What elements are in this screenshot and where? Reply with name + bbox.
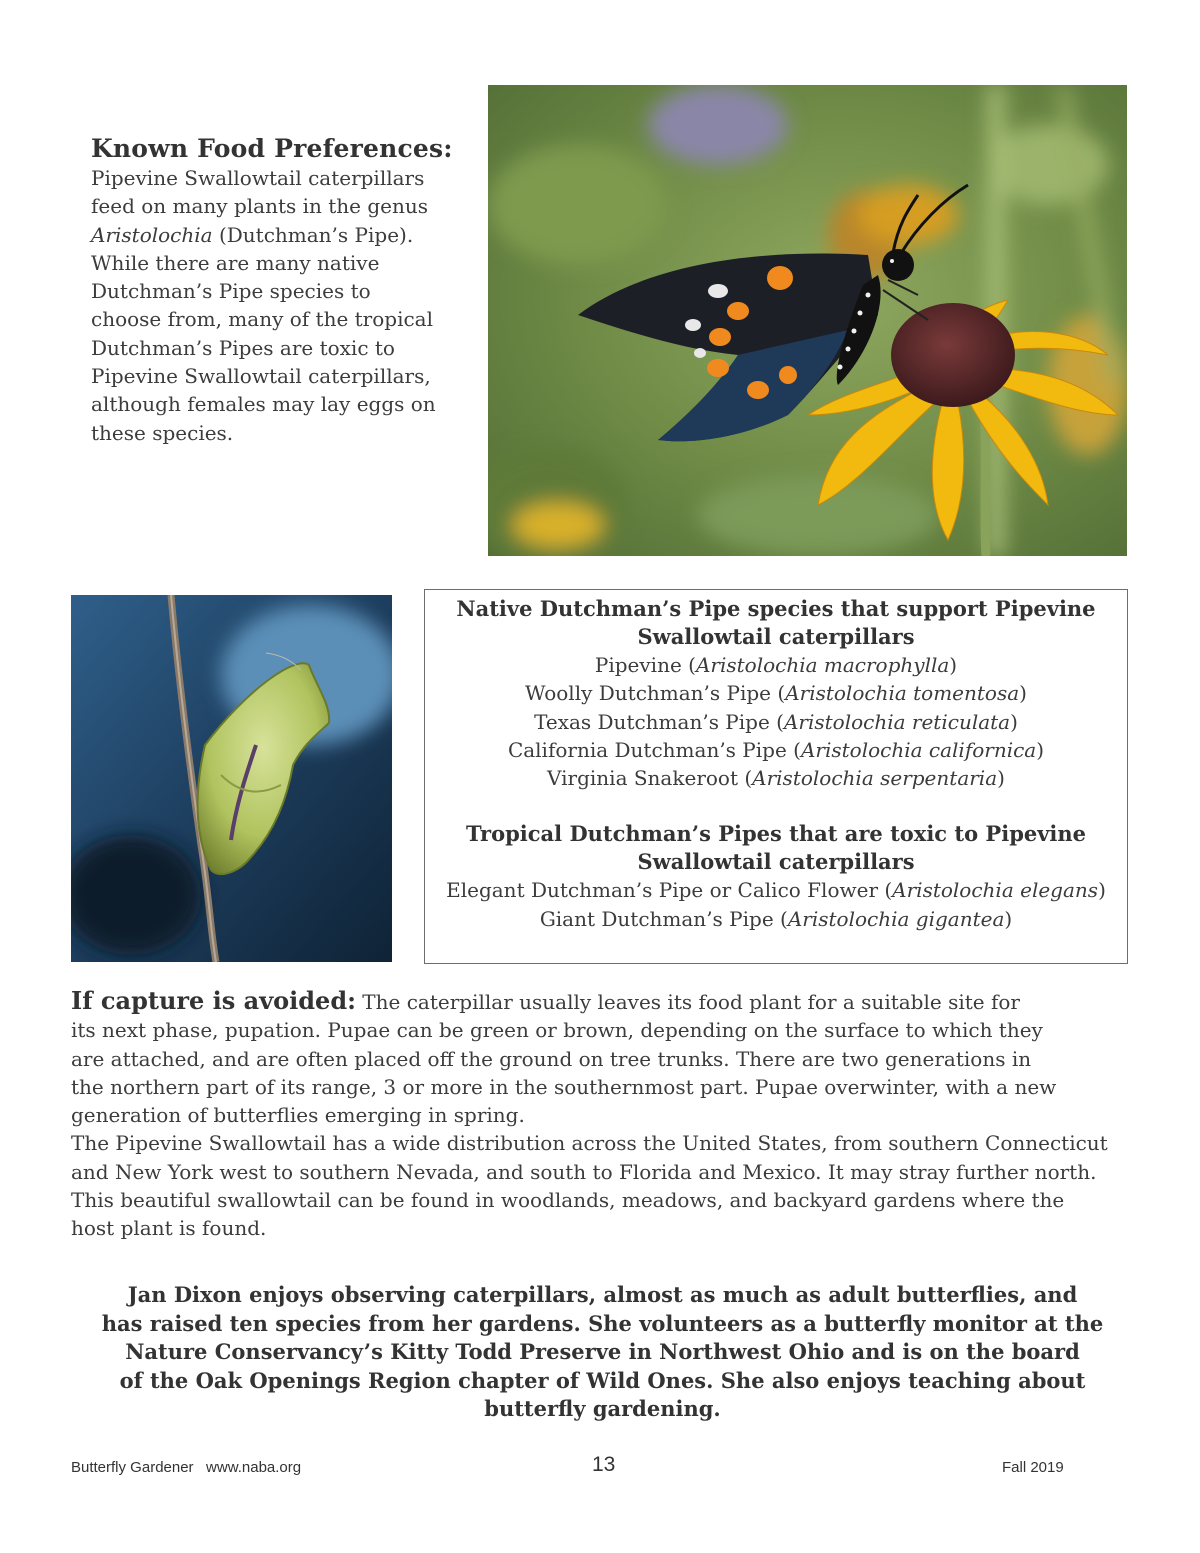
intro-line: Aristolochia (Dutchman’s Pipe). (91, 222, 414, 247)
capture-line: The Pipevine Swallowtail has a wide distribution across the United States, from southern Connecticut (71, 1131, 1108, 1156)
butterfly-on-coneflower-illustration (488, 85, 1127, 556)
species-line: Texas Dutchman’s Pipe (Aristolochia reticulata) (534, 709, 1018, 734)
intro-line: Pipevine Swallowtail caterpillars (91, 166, 425, 190)
bio-line: butterfly gardening. (484, 1396, 721, 1421)
bio-line: of the Oak Openings Region chapter of Wild Ones. She also enjoys teaching about (119, 1367, 1086, 1393)
footer-publication: Butterfly Gardener www.naba.org (71, 1459, 302, 1476)
native-species-heading-2: Swallowtail caterpillars (637, 624, 915, 649)
intro-line: Dutchman’s Pipe species to (91, 279, 371, 304)
bio-line: has raised ten species from her gardens. She volunteers as a butterfly monitor at the (101, 1310, 1104, 1336)
species-line: Pipevine (Aristolochia macrophylla) (594, 653, 958, 677)
native-species-heading: Native Dutchman’s Pipe species that support Pipevine (456, 596, 1096, 621)
capture-line: generation of butterflies emerging in spring. (71, 1103, 525, 1128)
footer-issue: Fall 2019 (1002, 1459, 1064, 1476)
species-line: Giant Dutchman’s Pipe (Aristolochia gigantea) (539, 906, 1013, 931)
capture-line: its next phase, pupation. Pupae can be green or brown, depending on the surface to which they (71, 1018, 1043, 1043)
intro-line: While there are many native (91, 250, 380, 275)
intro-line: Pipevine Swallowtail caterpillars, (91, 364, 431, 389)
capture-line: are attached, and are often placed off the ground on tree trunks. There are two generations in (71, 1046, 1032, 1071)
species-line: Virginia Snakeroot (Aristolochia serpentaria) (547, 766, 1005, 791)
food-preferences-body (91, 164, 481, 447)
capture-line: This beautiful swallowtail can be found in woodlands, meadows, and backyard gardens where the (71, 1188, 1065, 1213)
intro-line: feed on many plants in the genus (91, 194, 429, 219)
bio-line: Nature Conservancy’s Kitty Todd Preserve in Northwest Ohio and is on the board (125, 1339, 1080, 1364)
intro-line: Dutchman’s Pipes are toxic to (91, 335, 395, 360)
food-preferences-section (91, 134, 481, 447)
capture-line: the northern part of its range, 3 or more in the southernmost part. Pupae overwinter, with a new (71, 1074, 1057, 1099)
page-number: 13 (592, 1453, 616, 1476)
chrysalis-photo (71, 595, 392, 962)
food-preferences-heading: Known Food Preferences: (91, 134, 453, 163)
capture-section (71, 987, 1131, 1243)
butterfly-photo (488, 85, 1127, 556)
species-line: California Dutchman’s Pipe (Aristolochia californica) (507, 737, 1045, 762)
author-bio (80, 1281, 1125, 1424)
species-line: Woolly Dutchman’s Pipe (Aristolochia tomentosa) (525, 681, 1027, 706)
capture-line: and New York west to southern Nevada, and south to Florida and Mexico. It may stray further north. (71, 1159, 1097, 1184)
intro-line: these species. (91, 420, 234, 445)
toxic-species-heading: Tropical Dutchman’s Pipes that are toxic to Pipevine (465, 821, 1087, 847)
chrysalis-illustration (71, 595, 392, 962)
bio-line: Jan Dixon enjoys observing caterpillars, almost as much as adult butterflies, and (127, 1282, 1078, 1307)
species-line: Elegant Dutchman’s Pipe or Calico Flower (Aristolochia elegans) (446, 878, 1106, 903)
capture-heading: If capture is avoided: (71, 986, 356, 1015)
intro-line: choose from, many of the tropical (91, 307, 434, 332)
spacer (425, 792, 1127, 820)
capture-line: If capture is avoided: The caterpillar usually leaves its food plant for a suitable site for (71, 986, 1020, 1015)
toxic-species-heading-2: Swallowtail caterpillars (637, 849, 915, 875)
capture-line: host plant is found. (71, 1216, 267, 1241)
intro-line: although females may lay eggs on (91, 392, 436, 417)
species-box (424, 589, 1128, 964)
